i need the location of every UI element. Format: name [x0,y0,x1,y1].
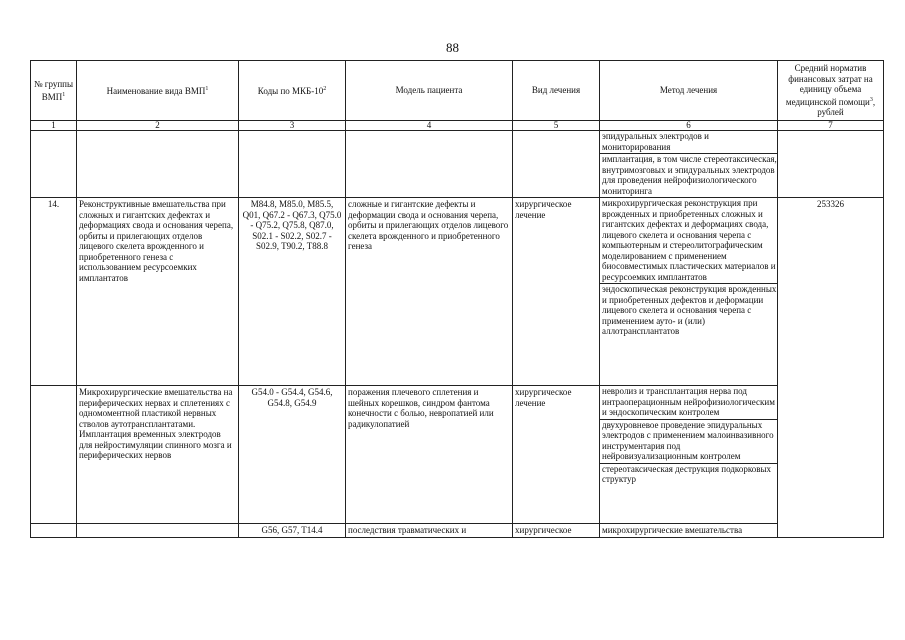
method-item: эндоскопическая реконструкция врожденных и приобретенных дефектов и деформации лицевого скелета и основания черепа с применением ауто- и (или) аллотрансплантатов [602,284,777,336]
vmp-name: Реконструктивные вмешательства при сложных и гигантских дефектах и деформациях свода и основания черепа, орбиты и прилегающих отделов лицевого скелета врожденного и приобретенного генеза с использованием ресурсоемких имплантатов [77,198,239,386]
header-cost: Средний норматив финансовых затрат на единицу объема медицинской помощи$^3$, рублей [778,61,884,121]
col-number: 6 [600,121,778,131]
method-item: двухуровневое проведение эпидуральных электродов с применением малоинвазивного инструментария под нейровизуализационным контролем [600,420,777,464]
table-row [31,198,884,386]
header-icd-codes: Коды по МКБ-$10^2$ [239,61,346,121]
table-row [31,131,884,198]
header-treatment-method: Метод лечения [600,61,778,121]
group-number: 14. [31,198,77,386]
method-item: невролиз и трансплантация нерва под интраоперационным нейрофизиологическим и эндоскопическим контролем [600,386,777,420]
header-patient-model: Модель пациента [346,61,513,121]
method-item: эпидуральных электродов и мониторирования [600,131,777,154]
column-number-row [31,121,884,131]
col-number: 2 [77,121,239,131]
header-treatment-type: Вид лечения [513,61,600,121]
method-item: микрохирургические вмешательства [600,524,778,538]
icd-codes: G54.0 - G54.4, G54.6, G54.8, G54.9 [239,386,346,524]
table-row [31,386,884,524]
treatment-type: хирургическое лечение [513,386,600,524]
col-number: 7 [778,121,884,131]
page-number: 88 [446,40,459,55]
vmp-name: Микрохирургические вмешательства на периферических нервах и сплетениях с одномоментной пластикой нервных стволов аутотрансплантатами. Имплантация временных электродов для нейростимуляции спинного мозга и периферических нервов [77,386,239,524]
patient-model: последствия травматических и [346,524,513,538]
header-row [31,61,884,121]
cost-value: 253326 [778,198,884,538]
patient-model: сложные и гигантские дефекты и деформации свода и основания черепа, орбиты и прилегающих отделов лицевого скелета врожденного и приобретенного генеза [346,198,513,386]
icd-codes: G56, G57, T14.4 [239,524,346,538]
treatment-type: хирургическое лечение [513,198,600,386]
icd-codes: M84.8, M85.0, M85.5, Q01, Q67.2 - Q67.3, Q75.0 - Q75.2, Q75.8, Q87.0, S02.1 - S02.2, S02.7 - S02.9, T90.2, T88.8 [239,198,346,386]
method-item: имплантация, в том числе стереотаксическая, внутримозговых и эпидуральных электродов для проведения нейрофизиологического мониторинга [602,154,777,196]
header-group-number: № группы ВМП$^1$ [31,61,77,121]
method-item: микрохирургическая реконструкция при врожденных и приобретенных сложных и гигантских дефектах и деформациях свода, лицевого скелета и основания черепа с компьютерным и стереолитографическим моделированием с применением биосовместимых пластических материалов и ресурсоемких имплантатов [600,198,777,284]
col-number: 3 [239,121,346,131]
col-number: 4 [346,121,513,131]
table-row [31,524,884,538]
method-item: стереотаксическая деструкция подкорковых структур [602,463,772,484]
treatment-type: хирургическое [513,524,600,538]
header-vmp-name: Наименование вида ВМП$^1$ [77,61,239,121]
col-number: 5 [513,121,600,131]
vmp-table [30,60,884,538]
patient-model: поражения плечевого сплетения и шейных корешков, синдром фантома конечности с болью, невропатией или радикулопатией [346,386,513,524]
col-number: 1 [31,121,77,131]
